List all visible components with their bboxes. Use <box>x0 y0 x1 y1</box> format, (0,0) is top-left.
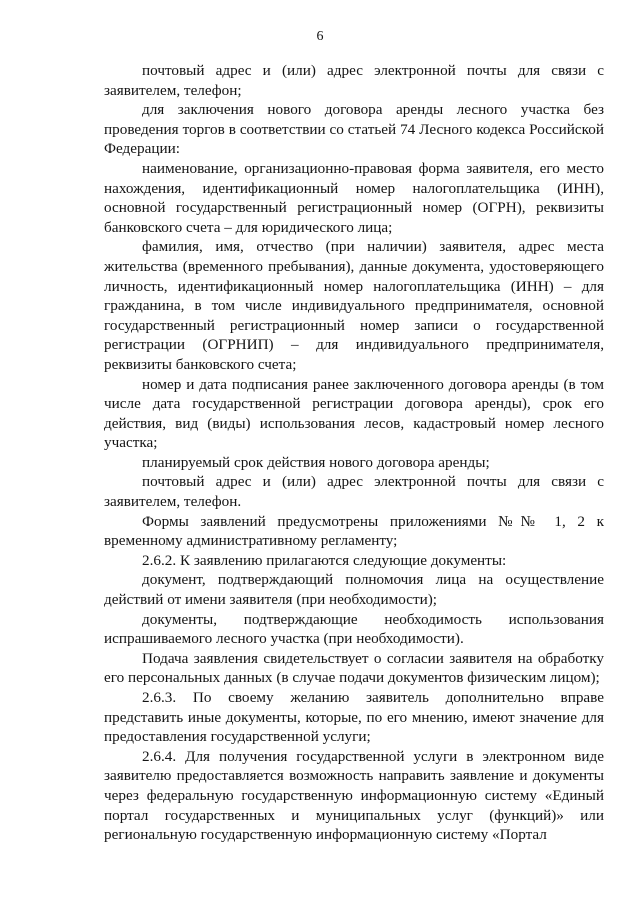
paragraph: 2.6.4. Для получения государственной услуги в электронном виде заявителю предоставляется возможность направить заявление и документы через федеральную государственную информационную систему «Единый портал государственных и муниципальных услуг (функций)» или региональную государственную информационную систему «Портал <box>104 747 604 844</box>
paragraph: номер и дата подписания ранее заключенного договора аренды (в том числе дата государственной регистрации договора аренды), срок его действия, вид (виды) использования лесов, кадастровый номер лесного участка; <box>104 375 604 452</box>
paragraph: для заключения нового договора аренды лесного участка без проведения торгов в соответствии со статьей 74 Лесного кодекса Российской Федерации: <box>104 101 604 158</box>
paragraph: 2.6.2. К заявлению прилагаются следующие документы: <box>142 551 507 569</box>
paragraph: почтовый адрес и (или) адрес электронной почты для связи с заявителем, телефон. <box>104 473 604 511</box>
page-number: 6 <box>316 29 324 44</box>
document-body <box>104 61 604 845</box>
paragraph: Формы заявлений предусмотрены приложениями №№ 1, 2 к временному административному регламенту; <box>104 512 604 550</box>
paragraph: наименование, организационно-правовая форма заявителя, его место нахождения, идентификационный номер налогоплательщика (ИНН), основной государственный регистрационный номер (ОГРН), реквизиты банковского счета – для юридического лица; <box>104 159 604 236</box>
paragraph: документы, подтверждающие необходимость использования испрашиваемого лесного участка (при необходимости). <box>104 610 604 648</box>
paragraph: почтовый адрес и (или) адрес электронной почты для связи с заявителем, телефон; <box>104 62 604 99</box>
paragraph: фамилия, имя, отчество (при наличии) заявителя, адрес места жительства (временного пребывания), данные документа, удостоверяющего личность, идентификационный номер налогоплательщика (ИНН) – для гражданина, в том числе индивидуального предпринимателя, основной государственный регистрационный номер записи о государственной регистрации (ОГРНИП) – для индивидуального предпринимателя, реквизиты банковского счета; <box>104 238 604 373</box>
paragraph: документ, подтверждающий полномочия лица на осуществление действий от имени заявителя (при необходимости); <box>104 571 604 609</box>
paragraph: планируемый срок действия нового договора аренды; <box>142 453 490 471</box>
paragraph: Подача заявления свидетельствует о согласии заявителя на обработку его персональных данных (в случае подачи документов физическим лицом); <box>104 649 604 687</box>
paragraph: 2.6.3. По своему желанию заявитель дополнительно вправе представить иные документы, которые, по его мнению, имеют значение для предоставления государственной услуги; <box>104 689 604 746</box>
